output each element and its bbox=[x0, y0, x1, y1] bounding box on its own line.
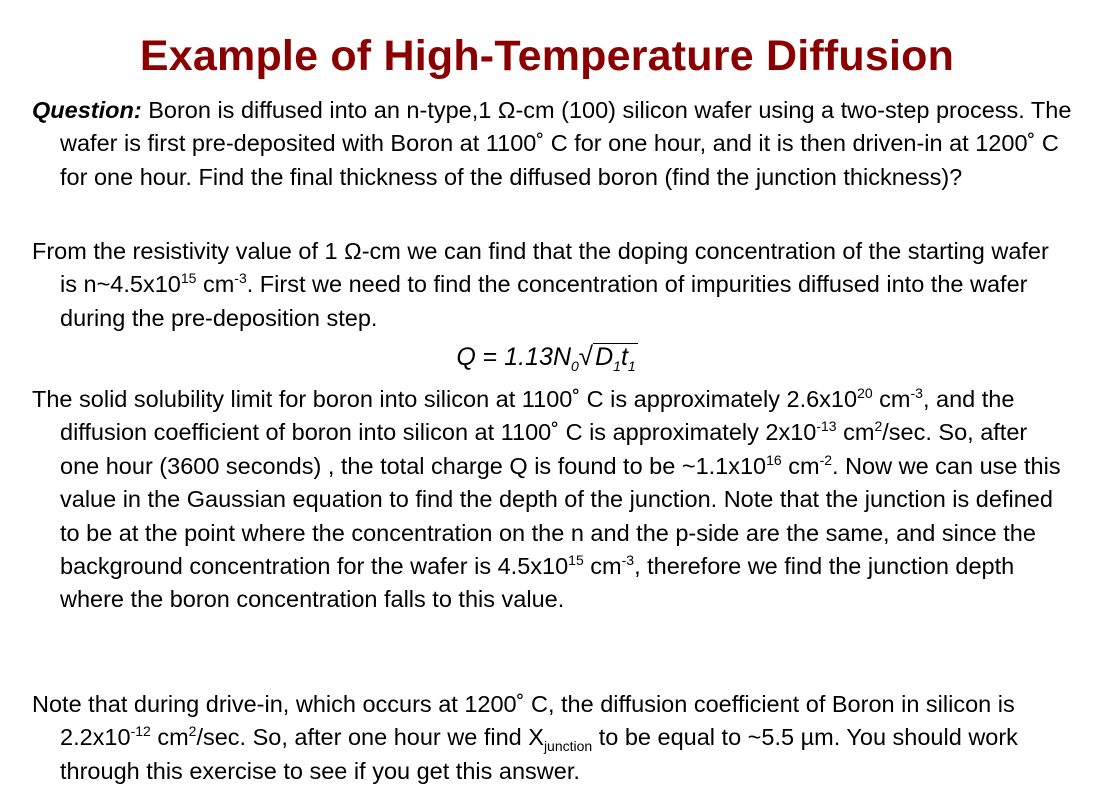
superscript: -13 bbox=[816, 418, 837, 435]
superscript: 16 bbox=[766, 451, 782, 468]
text: cm bbox=[150, 724, 189, 751]
superscript: 2 bbox=[874, 418, 883, 435]
text: /sec. So, after one hour (3600 seconds) , the total charge Q is found to be ~1.1x10 bbox=[60, 419, 1028, 479]
eq-equals: = bbox=[482, 343, 498, 371]
superscript: -3 bbox=[621, 552, 635, 569]
eq-lhs: Q bbox=[456, 343, 476, 371]
text: cm bbox=[196, 271, 235, 298]
eq-d: D bbox=[595, 343, 614, 371]
superscript: 20 bbox=[857, 385, 873, 401]
question-label: Question: bbox=[32, 97, 142, 123]
superscript: -2 bbox=[819, 451, 833, 468]
sqrt-icon: √ bbox=[578, 341, 594, 371]
eq-coef: 1.13N bbox=[504, 343, 571, 371]
superscript: -3 bbox=[910, 385, 923, 401]
text: . First we need to find the concentration of impurities diffused into the wafer during the pre-deposition step. bbox=[60, 271, 1028, 331]
text: , therefore we find the junction depth where the boron concentration falls to this value. bbox=[60, 553, 1015, 613]
eq-sub: 1 bbox=[613, 358, 621, 374]
slide-title: Example of High-Temperature Diffusion bbox=[139, 32, 955, 80]
text: cm bbox=[836, 419, 875, 446]
drive-in-paragraph bbox=[32, 688, 1072, 788]
subscript: junction bbox=[543, 738, 593, 755]
eq-radicand bbox=[593, 343, 638, 374]
charge-equation bbox=[0, 340, 1094, 373]
text: Note that during drive-in, which occurs at 1200˚ C, the diffusion coefficient of Boron in silicon is 2.2x10 bbox=[32, 691, 1015, 751]
question-paragraph bbox=[32, 94, 1072, 194]
solubility-paragraph bbox=[32, 383, 1072, 617]
superscript: 15 bbox=[180, 270, 197, 287]
text: . Now we can use this value in the Gaussian equation to find the depth of the junction. Note that the junction is defined to be at the point where the concentration on the n and the p-side are the same, and since the background concentration for the wafer is 4.5x10 bbox=[60, 452, 1061, 580]
question-text: Boron is diffused into an n-type,1 Ω-cm (100) silicon wafer using a two-step process. The wafer is first pre-deposited with Boron at 1100˚ C for one hour, and it is then driven-in at 1200˚ C for one hour. Find the final thickness of the diffused boron (find the junction thickness)? bbox=[60, 97, 1072, 190]
text: cm bbox=[583, 553, 622, 580]
eq-t: t bbox=[620, 343, 628, 371]
superscript: -12 bbox=[130, 723, 151, 740]
eq-sub: 0 bbox=[571, 358, 579, 374]
eq-sub: 1 bbox=[627, 358, 636, 374]
text: , and the diffusion coefficient of boron into silicon at 1100˚ C is approximately 2x10 bbox=[60, 386, 1015, 446]
text: to be equal to ~5.5 µm. You should work through this exercise to see if you get this answer. bbox=[60, 724, 1018, 784]
text: The solid solubility limit for boron into silicon at 1100˚ C is approximately 2.6x10 bbox=[32, 386, 858, 412]
text: cm bbox=[781, 452, 820, 479]
text: From the resistivity value of 1 Ω-cm we can find that the doping concentration of the starting wafer is n~4.5x10 bbox=[32, 238, 1049, 298]
superscript: 15 bbox=[568, 552, 584, 569]
superscript: -3 bbox=[234, 270, 247, 287]
resistivity-paragraph bbox=[32, 235, 1072, 335]
superscript: 2 bbox=[188, 723, 197, 740]
text: cm bbox=[872, 386, 911, 412]
text: /sec. So, after one hour we find X bbox=[196, 724, 544, 751]
